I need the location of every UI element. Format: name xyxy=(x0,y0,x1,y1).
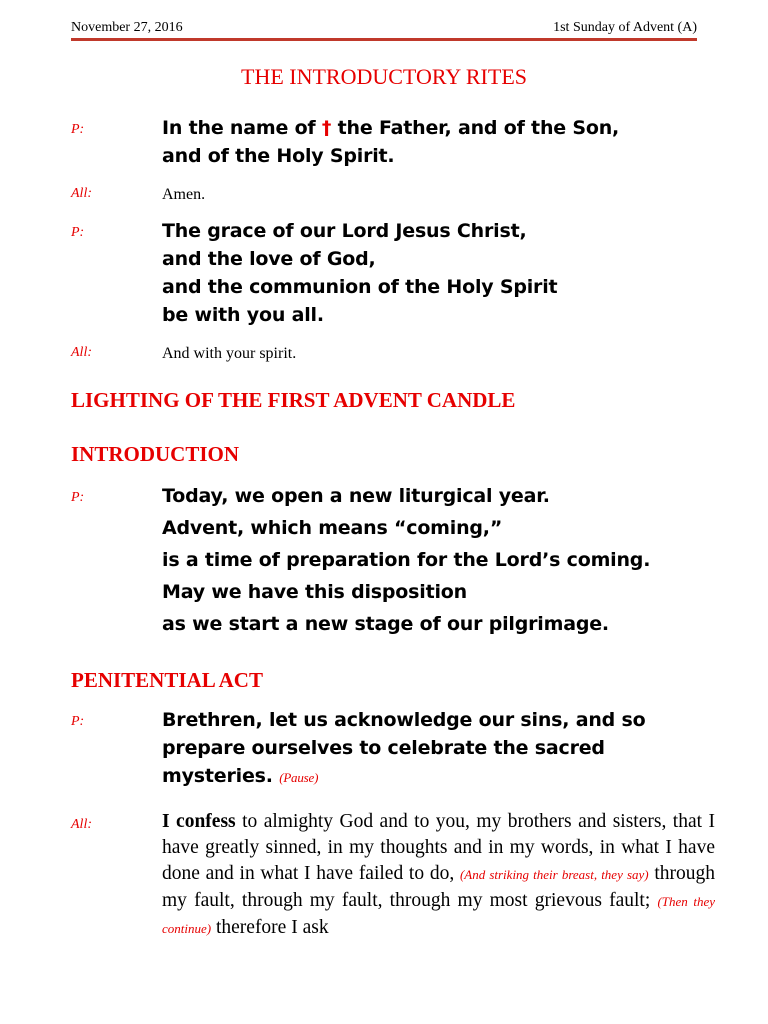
role-label: All: xyxy=(71,345,92,360)
heading-introduction: INTRODUCTION xyxy=(71,442,240,466)
confiteor-text xyxy=(162,809,715,942)
header-date: November 27, 2016 xyxy=(71,20,183,35)
text-segment: the Father, and of the Son, xyxy=(337,117,620,139)
text-line: and the love of God, xyxy=(162,248,376,270)
role-label: P: xyxy=(71,490,85,505)
header-occasion: 1st Sunday of Advent (A) xyxy=(553,20,697,35)
role-label: P: xyxy=(71,225,85,240)
text-line: and the communion of the Holy Spirit xyxy=(162,276,558,298)
text-line: May we have this disposition xyxy=(162,581,467,603)
text-segment: therefore I ask xyxy=(211,917,329,938)
text-line: as we start a new stage of our pilgrimage. xyxy=(162,613,609,635)
text-line: prepare ourselves to celebrate the sacred xyxy=(162,737,605,759)
role-label: All: xyxy=(71,817,92,832)
response-text: And with your spirit. xyxy=(162,345,297,362)
role-label: All: xyxy=(71,186,92,201)
text-line: The grace of our Lord Jesus Christ, xyxy=(162,220,527,242)
heading-advent-candle: LIGHTING OF THE FIRST ADVENT CANDLE xyxy=(71,388,516,412)
response-text: Amen. xyxy=(162,186,206,203)
cross-icon: † xyxy=(321,117,332,139)
text-segment: mysteries. xyxy=(162,765,273,787)
text-line: Today, we open a new liturgical year. xyxy=(162,485,550,507)
role-label: P: xyxy=(71,714,85,729)
text-line: and of the Holy Spirit. xyxy=(162,145,395,167)
text-segment: In the name of xyxy=(162,117,316,139)
text-line: Brethren, let us acknowledge our sins, and so xyxy=(162,709,646,731)
role-label: P: xyxy=(71,122,85,137)
text-line xyxy=(162,114,715,142)
text-segment: through my fault, through my fault, through my most grievous fault; xyxy=(162,863,716,911)
text-line: be with you all. xyxy=(162,304,324,326)
confiteor-lead: I confess xyxy=(162,811,236,832)
rubric-pause: (Pause) xyxy=(279,770,319,785)
rubric-strike-breast: (And striking their breast, they say) xyxy=(459,867,649,882)
text-segment: to almighty God and to you, my brothers and sisters, that I have greatly sinned, in my thoughts and in my words, in what I have done and in what I have failed to do, xyxy=(162,811,715,884)
heading-penitential-act: PENITENTIAL ACT xyxy=(71,668,263,692)
page-header xyxy=(71,18,697,41)
rubric-continue: (Then they continue) xyxy=(162,894,716,936)
section-title: THE INTRODUCTORY RITES xyxy=(241,64,527,89)
text-line: Advent, which means “coming,” xyxy=(162,517,503,539)
text-line xyxy=(162,762,715,792)
text-line: is a time of preparation for the Lord’s coming. xyxy=(162,549,651,571)
